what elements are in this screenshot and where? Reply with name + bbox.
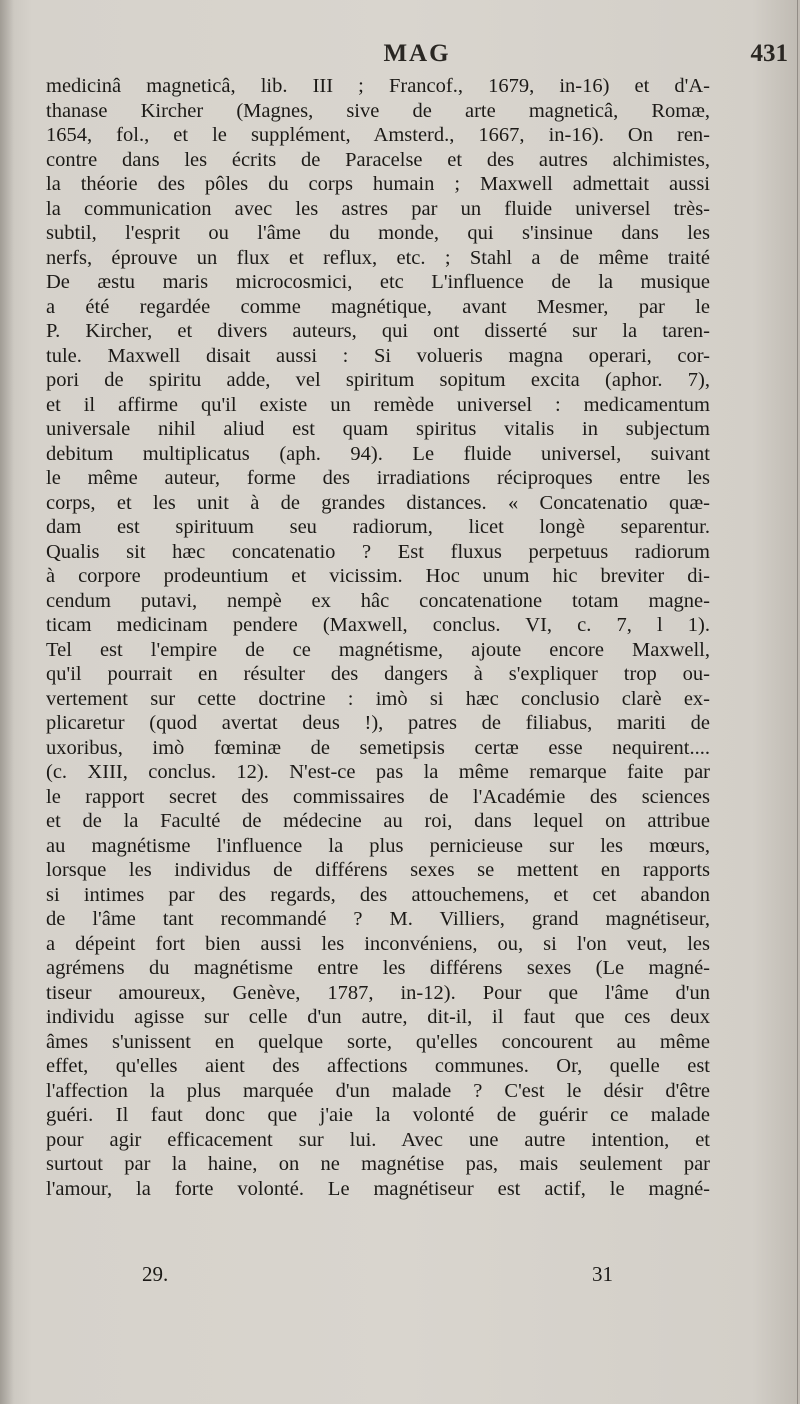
text-line: individu agisse sur celle d'un autre, dit-il, il faut que ces deux	[46, 1006, 710, 1028]
text-line: surtout par la haine, on ne magnétise pas, mais seulement par	[46, 1153, 710, 1175]
text-line: âmes s'unissent en quelque sorte, qu'elles concourent au même	[46, 1030, 710, 1053]
text-line: cendum putavi, nempè ex hâc concatenatione totam magne-	[46, 589, 710, 612]
signature-mark-right: 31	[592, 1262, 613, 1286]
text-line: le rapport secret des commissaires de l'Académie des sciences	[46, 785, 710, 808]
text-line: debitum multiplicatus (aph. 94). Le fluide universel, suivant	[46, 442, 710, 465]
text-line: tiseur amoureux, Genève, 1787, in-12). Pour que l'âme d'un	[46, 981, 710, 1004]
body-text	[46, 74, 710, 1201]
text-line: et de la Faculté de médecine au roi, dans lequel on attribue	[46, 810, 710, 832]
text-line: la communication avec les astres par un fluide universel très-	[46, 197, 710, 220]
page-footer	[46, 1262, 710, 1292]
text-line: uxoribus, imò fœminæ de semetipsis certæ esse nequirent....	[46, 736, 710, 759]
text-line: pori de spiritu adde, vel spiritum sopitum excita (aphor. 7),	[46, 369, 710, 391]
text-line: vertement sur cette doctrine : imò si hæc conclusio clarè ex-	[46, 687, 710, 710]
text-line: nerfs, éprouve un flux et reflux, etc. ; Stahl a de même traité	[46, 246, 710, 269]
signature-mark-left: 29.	[142, 1262, 169, 1286]
text-line: guéri. Il faut donc que j'aie la volonté de guérir ce malade	[46, 1104, 710, 1126]
text-line: au magnétisme l'influence la plus pernicieuse sur les mœurs,	[46, 834, 710, 857]
text-line: pour agir efficacement sur lui. Avec une autre intention, et	[46, 1128, 710, 1151]
text-line: effet, qu'elles aient des affections communes. Or, quelle est	[46, 1055, 710, 1077]
text-line: universale nihil aliud est quam spiritus vitalis in subjectum	[46, 418, 710, 440]
text-line: Tel est l'empire de ce magnétisme, ajoute encore Maxwell,	[46, 638, 710, 661]
text-line: agrémens du magnétisme entre les différens sexes (Le magné-	[46, 957, 710, 979]
text-line: plicaretur (quod avertat deus !), patres de filiabus, mariti de	[46, 712, 710, 734]
running-title: MAG	[383, 40, 451, 67]
text-line: corps, et les unit à de grandes distances. « Concatenatio quæ-	[46, 491, 710, 514]
text-line: la théorie des pôles du corps humain ; Maxwell admettait aussi	[46, 173, 710, 195]
text-line: thanase Kircher (Magnes, sive de arte magneticâ, Romæ,	[46, 99, 710, 122]
text-line: lorsque les individus de différens sexes se mettent en rapports	[46, 859, 710, 881]
text-line: l'affection la plus marquée d'un malade ? C'est le désir d'être	[46, 1079, 710, 1102]
text-line: dam est spirituum seu radiorum, licet longè separentur.	[46, 516, 710, 538]
text-line: Qualis sit hæc concatenatio ? Est fluxus perpetuus radiorum	[46, 540, 710, 563]
text-line: contre dans les écrits de Paracelse et des autres alchimistes,	[46, 148, 710, 171]
text-line: a dépeint fort bien aussi les inconvéniens, ou, si l'on veut, les	[46, 932, 710, 955]
text-line: et il affirme qu'il existe un remède universel : medicamentum	[46, 393, 710, 416]
text-line: P. Kircher, et divers auteurs, qui ont disserté sur la taren-	[46, 320, 710, 342]
page-edge	[797, 0, 798, 1404]
text-line: qu'il pourrait en résulter des dangers à s'expliquer trop ou-	[46, 663, 710, 685]
text-line: le même auteur, forme des irradiations réciproques entre les	[46, 467, 710, 489]
text-line: tule. Maxwell disait aussi : Si volueris magna operari, cor-	[46, 344, 710, 367]
text-line: medicinâ magneticâ, lib. III ; Francof., 1679, in-16) et d'A-	[46, 75, 710, 97]
text-line: à corpore prodeuntium et vicissim. Hoc unum hic breviter di-	[46, 565, 710, 587]
text-line: l'amour, la forte volonté. Le magnétiseur est actif, le magné-	[46, 1177, 710, 1200]
text-line: si intimes par des regards, des attouchemens, et cet abandon	[46, 883, 710, 906]
page-number: 431	[750, 40, 788, 67]
text-line: (c. XIII, conclus. 12). N'est-ce pas la même remarque faite par	[46, 761, 710, 783]
text-line: subtil, l'esprit ou l'âme du monde, qui s'insinue dans les	[46, 222, 710, 244]
text-line: de l'âme tant recommandé ? M. Villiers, grand magnétiseur,	[46, 908, 710, 930]
text-line: 1654, fol., et le supplément, Amsterd., 1667, in-16). On ren-	[46, 124, 710, 146]
binding-shadow	[0, 0, 14, 1404]
page-header	[46, 40, 788, 74]
text-line: ticam medicinam pendere (Maxwell, conclus. VI, c. 7, l 1).	[46, 614, 710, 636]
text-line: a été regardée comme magnétique, avant Mesmer, par le	[46, 295, 710, 318]
text-line: De æstu maris microcosmici, etc L'influence de la musique	[46, 271, 710, 293]
